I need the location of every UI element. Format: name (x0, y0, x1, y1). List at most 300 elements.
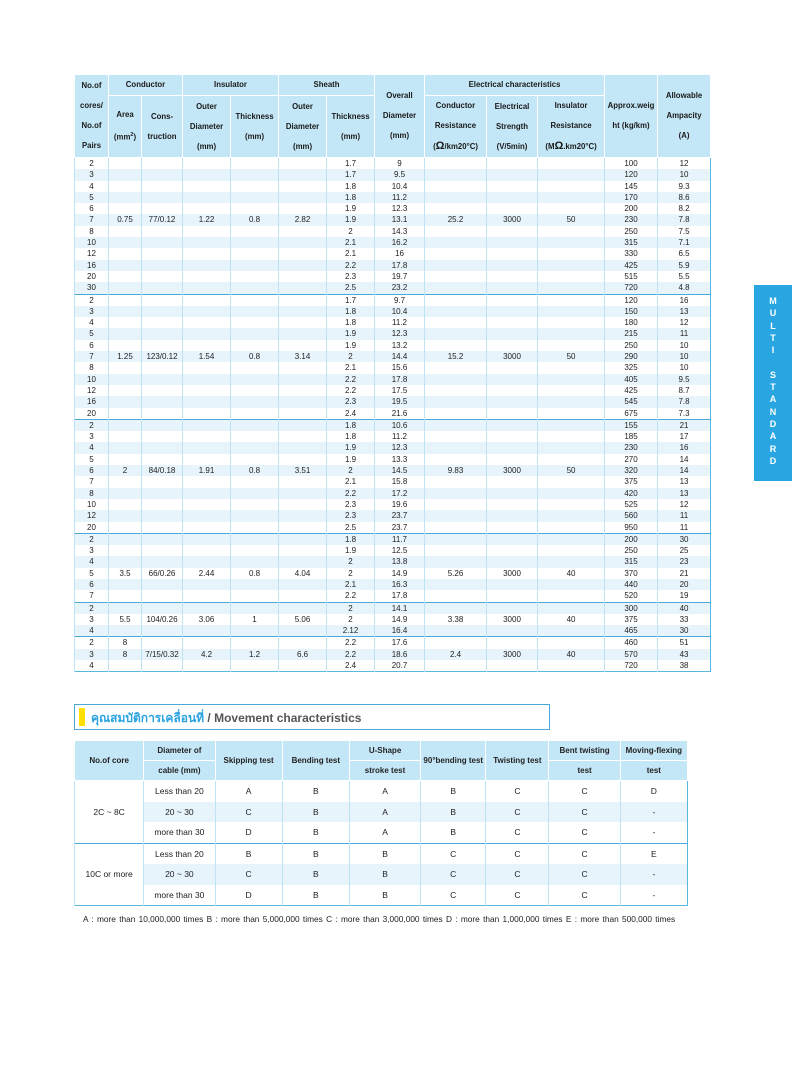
cell-overall-diameter: 14.9 (375, 568, 425, 579)
cell-ampacity: 10 (658, 340, 711, 351)
header-moving-flexing-sub: test (620, 761, 687, 781)
cell-weight: 465 (605, 625, 658, 637)
cell-ushape: A (349, 822, 420, 843)
spec-table-header (75, 75, 711, 158)
cell-area (109, 306, 142, 317)
cell-cond-resistance (425, 476, 487, 487)
cell-ampacity: 10 (658, 169, 711, 180)
cell-cond-resistance (425, 306, 487, 317)
cell-construction (142, 476, 183, 487)
table-row (75, 192, 711, 203)
header-core: No.of core (75, 741, 144, 781)
cell-cores: 5 (75, 328, 109, 339)
cell-weight: 720 (605, 660, 658, 672)
cell-elec-strength (487, 385, 538, 396)
cell-weight: 320 (605, 465, 658, 476)
cell-ins-outer (183, 510, 231, 521)
cell-weight: 950 (605, 522, 658, 534)
cell-ins-thickness (231, 499, 279, 510)
cell-elec-strength (487, 408, 538, 420)
header-text: (mm (113, 132, 131, 142)
cell-ins-thickness (231, 431, 279, 442)
cell-weight: 420 (605, 488, 658, 499)
side-tab-letter: A (769, 431, 777, 442)
cell-weight: 315 (605, 556, 658, 567)
cell-sh-thickness: 2.1 (327, 362, 375, 373)
cell-sh-thickness: 2.2 (327, 260, 375, 271)
header-ushape-sub: stroke test (349, 761, 420, 781)
ohm-symbol: Ω (554, 140, 564, 152)
cell-area (109, 385, 142, 396)
cell-ampacity: 6.5 (658, 248, 711, 259)
cell-cores: 6 (75, 203, 109, 214)
cell-sh-thickness: 2.1 (327, 237, 375, 248)
cell-overall-diameter: 16 (375, 248, 425, 259)
cell-weight: 440 (605, 579, 658, 590)
cell-elec-strength (487, 660, 538, 672)
header-text: cores/ (80, 101, 103, 110)
cell-sh-outer: 4.04 (279, 568, 327, 579)
cell-elec-strength (487, 510, 538, 521)
cell-ins-outer (183, 522, 231, 534)
side-tab-letter: T (770, 332, 776, 343)
cell-cores: 20 (75, 408, 109, 420)
cell-ins-resistance (538, 226, 605, 237)
cell-ampacity: 11 (658, 328, 711, 339)
cell-ins-thickness: 0.8 (231, 214, 279, 225)
cell-construction (142, 579, 183, 590)
cell-sh-outer (279, 590, 327, 602)
cell-weight: 120 (605, 294, 658, 306)
cell-area (109, 419, 142, 431)
cell-ampacity: 23 (658, 556, 711, 567)
cell-sh-thickness: 2.2 (327, 488, 375, 499)
cell-sh-outer (279, 533, 327, 545)
cell-cores: 7 (75, 351, 109, 362)
cell-sh-thickness: 2.4 (327, 408, 375, 420)
cell-overall-diameter: 10.4 (375, 306, 425, 317)
cell-cores: 4 (75, 442, 109, 453)
cell-elec-strength (487, 294, 538, 306)
cell-ins-outer (183, 294, 231, 306)
cell-cores: 3 (75, 431, 109, 442)
header-text: Diameter (382, 111, 417, 120)
cell-bending: B (282, 885, 349, 906)
cell-cores: 4 (75, 556, 109, 567)
cell-moving-flexing: E (620, 843, 687, 864)
cell-cores: 4 (75, 317, 109, 328)
cell-ins-thickness (231, 408, 279, 420)
header-text (109, 125, 141, 148)
cell-sh-outer (279, 545, 327, 556)
cell-weight: 290 (605, 351, 658, 362)
cell-ins-thickness (231, 533, 279, 545)
cell-bent-twisting: C (549, 843, 620, 864)
cell-ins-resistance (538, 396, 605, 407)
header-text: (M (545, 142, 555, 151)
cell-area (109, 579, 142, 590)
cell-sh-outer (279, 271, 327, 282)
cell-area (109, 362, 142, 373)
header-skipping: Skipping test (215, 741, 282, 781)
cell-ins-thickness (231, 237, 279, 248)
cell-weight: 145 (605, 181, 658, 192)
table-row (75, 226, 711, 237)
cell-elec-strength (487, 306, 538, 317)
cell-ins-resistance (538, 660, 605, 672)
cell-ins-thickness (231, 637, 279, 649)
header-overall (375, 75, 425, 158)
cell-ampacity: 12 (658, 317, 711, 328)
table-row (75, 260, 711, 271)
header-sheath: Sheath (279, 75, 375, 96)
cell-cond-resistance (425, 362, 487, 373)
cell-cond-resistance (425, 499, 487, 510)
cell-ins-thickness (231, 203, 279, 214)
cell-sh-thickness: 2 (327, 351, 375, 362)
cell-weight: 250 (605, 545, 658, 556)
cell-weight: 460 (605, 637, 658, 649)
cell-construction (142, 637, 183, 649)
cell-sh-outer (279, 454, 327, 465)
cell-ampacity: 7.1 (658, 237, 711, 248)
cell-ins-thickness (231, 226, 279, 237)
cell-sh-thickness: 2 (327, 556, 375, 567)
cell-sh-thickness: 1.9 (327, 442, 375, 453)
cell-ins-outer (183, 476, 231, 487)
cell-sh-outer (279, 522, 327, 534)
cell-sh-outer (279, 396, 327, 407)
cell-bend90: C (421, 885, 486, 906)
cell-sh-outer (279, 362, 327, 373)
cell-ins-resistance: 40 (538, 568, 605, 579)
cell-construction (142, 362, 183, 373)
cell-ins-thickness (231, 454, 279, 465)
cell-weight: 515 (605, 271, 658, 282)
header-text: Thickness (235, 111, 274, 121)
cell-area (109, 510, 142, 521)
header-bending: Bending test (282, 741, 349, 781)
cell-sh-thickness: 2.4 (327, 660, 375, 672)
cell-ins-outer (183, 317, 231, 328)
cell-ins-resistance (538, 248, 605, 259)
cell-ins-resistance (538, 499, 605, 510)
table-row (75, 351, 711, 362)
cell-ampacity: 13 (658, 306, 711, 317)
cell-ins-outer (183, 158, 231, 170)
cell-sh-thickness: 2.3 (327, 510, 375, 521)
cell-construction (142, 237, 183, 248)
cell-weight: 230 (605, 214, 658, 225)
cell-construction: 7/15/0.32 (142, 649, 183, 660)
cell-cores: 10 (75, 499, 109, 510)
cell-elec-strength (487, 637, 538, 649)
section-title (91, 709, 361, 728)
cell-twisting: C (486, 802, 549, 823)
cell-ins-resistance: 50 (538, 351, 605, 362)
cell-skipping: A (215, 781, 282, 802)
header-sh-thick (327, 96, 375, 158)
cell-ampacity: 5.5 (658, 271, 711, 282)
cell-construction (142, 203, 183, 214)
title-thai: คุณสมบัติการเคลื่อนที่ (91, 711, 205, 725)
cell-overall-diameter: 13.1 (375, 214, 425, 225)
table-row (75, 510, 711, 521)
cell-sh-thickness: 2.2 (327, 649, 375, 660)
cell-cond-resistance (425, 545, 487, 556)
table-row (75, 214, 711, 225)
cell-construction (142, 454, 183, 465)
cell-cond-resistance (425, 602, 487, 614)
cell-weight: 200 (605, 203, 658, 214)
cell-sh-thickness: 2 (327, 465, 375, 476)
cell-elec-strength (487, 476, 538, 487)
cell-area (109, 499, 142, 510)
header-twisting: Twisting test (486, 741, 549, 781)
table-row (75, 442, 711, 453)
cell-diameter: Less than 20 (144, 781, 215, 802)
cell-ins-outer (183, 226, 231, 237)
cell-overall-diameter: 12.5 (375, 545, 425, 556)
cell-area: 3.5 (109, 568, 142, 579)
side-tab-letter (754, 356, 792, 368)
cell-ins-thickness (231, 181, 279, 192)
cell-skipping: D (215, 885, 282, 906)
cell-overall-diameter: 16.3 (375, 579, 425, 590)
cell-ins-thickness (231, 340, 279, 351)
cell-weight: 375 (605, 614, 658, 625)
table-row (75, 499, 711, 510)
cell-cond-resistance (425, 385, 487, 396)
cell-bent-twisting: C (549, 864, 620, 885)
cell-cores: 8 (75, 226, 109, 237)
cell-construction (142, 396, 183, 407)
cell-sh-thickness: 2.5 (327, 522, 375, 534)
cell-area (109, 374, 142, 385)
cell-overall-diameter: 23.7 (375, 510, 425, 521)
cell-bending: B (282, 781, 349, 802)
cell-overall-diameter: 19.6 (375, 499, 425, 510)
cell-ins-outer (183, 454, 231, 465)
cell-cores: 7 (75, 590, 109, 602)
cell-cores: 16 (75, 396, 109, 407)
header-ins-outer (183, 96, 231, 158)
cell-elec-strength (487, 158, 538, 170)
cell-overall-diameter: 13.8 (375, 556, 425, 567)
cell-cores: 7 (75, 214, 109, 225)
superscript: 2 (130, 132, 134, 139)
cell-cores: 2 (75, 419, 109, 431)
cell-ins-resistance (538, 419, 605, 431)
cell-cond-resistance (425, 158, 487, 170)
cell-sh-outer (279, 374, 327, 385)
cell-sh-outer (279, 192, 327, 203)
cell-cond-resistance (425, 510, 487, 521)
cell-ins-thickness (231, 625, 279, 637)
side-tab-letter: R (769, 443, 777, 454)
cell-cond-resistance (425, 431, 487, 442)
cell-sh-thickness: 1.8 (327, 192, 375, 203)
cell-ampacity: 12 (658, 499, 711, 510)
cell-ampacity: 14 (658, 465, 711, 476)
cell-ampacity: 33 (658, 614, 711, 625)
cell-construction: 104/0.26 (142, 614, 183, 625)
cell-overall-diameter: 14.3 (375, 226, 425, 237)
cell-construction (142, 226, 183, 237)
cell-skipping: C (215, 864, 282, 885)
cell-elec-strength (487, 362, 538, 373)
cell-ins-outer (183, 271, 231, 282)
cell-construction (142, 340, 183, 351)
cell-ins-thickness (231, 294, 279, 306)
side-tab-letters (754, 295, 792, 467)
cell-ins-resistance (538, 340, 605, 351)
cell-sh-thickness: 2.2 (327, 637, 375, 649)
cell-sh-thickness: 2.3 (327, 499, 375, 510)
cell-ins-resistance (538, 385, 605, 396)
header-text: /km20°C) (444, 142, 478, 151)
table-row (75, 158, 711, 170)
table-row (75, 203, 711, 214)
cell-ins-resistance (538, 602, 605, 614)
cell-weight: 120 (605, 169, 658, 180)
cell-bend90: B (421, 822, 486, 843)
cell-overall-diameter: 10.4 (375, 181, 425, 192)
cell-ins-outer (183, 282, 231, 294)
cell-area (109, 203, 142, 214)
cell-overall-diameter: 10.6 (375, 419, 425, 431)
cell-area (109, 248, 142, 259)
cell-ins-resistance (538, 181, 605, 192)
cell-ampacity: 9.3 (658, 181, 711, 192)
cell-construction (142, 408, 183, 420)
header-text: truction (147, 131, 177, 141)
cell-ins-outer (183, 203, 231, 214)
cell-ins-thickness: 1 (231, 614, 279, 625)
cell-overall-diameter: 12.3 (375, 203, 425, 214)
cell-area: 1.25 (109, 351, 142, 362)
header-text: Outer (196, 101, 217, 111)
cell-area: 5.5 (109, 614, 142, 625)
section-banner (74, 704, 550, 730)
cell-ampacity: 7.8 (658, 214, 711, 225)
cell-sh-outer (279, 442, 327, 453)
cell-ampacity: 8.6 (658, 192, 711, 203)
cell-overall-diameter: 12.3 (375, 328, 425, 339)
cell-bending: B (282, 802, 349, 823)
cell-ins-thickness (231, 510, 279, 521)
cell-ins-thickness (231, 660, 279, 672)
cell-construction (142, 533, 183, 545)
cell-cond-resistance (425, 226, 487, 237)
cell-cores: 6 (75, 465, 109, 476)
cell-construction (142, 419, 183, 431)
cell-ins-outer (183, 442, 231, 453)
cell-sh-outer (279, 625, 327, 637)
cell-ins-resistance (538, 271, 605, 282)
cell-cores: 20 (75, 522, 109, 534)
cell-ins-outer (183, 181, 231, 192)
cell-ins-thickness: 0.8 (231, 568, 279, 579)
cell-construction (142, 442, 183, 453)
cell-ins-resistance (538, 408, 605, 420)
header-text: Insulator (554, 101, 588, 110)
side-tab-letter: A (769, 394, 777, 405)
cell-weight: 545 (605, 396, 658, 407)
cell-twisting: C (486, 864, 549, 885)
table-row (75, 248, 711, 259)
cell-ampacity: 25 (658, 545, 711, 556)
cell-elec-strength (487, 396, 538, 407)
cell-elec-strength (487, 499, 538, 510)
header-text: ) (133, 132, 137, 142)
cell-ins-outer: 1.22 (183, 214, 231, 225)
cell-elec-strength (487, 271, 538, 282)
cell-ins-thickness (231, 306, 279, 317)
cell-elec-strength (487, 602, 538, 614)
cell-elec-strength (487, 488, 538, 499)
cell-twisting: C (486, 822, 549, 843)
cell-elec-strength: 3000 (487, 568, 538, 579)
cell-cond-resistance (425, 260, 487, 271)
table-row (75, 465, 711, 476)
cell-ins-thickness (231, 442, 279, 453)
cell-construction (142, 192, 183, 203)
cell-cond-resistance: 3.38 (425, 614, 487, 625)
side-tab-letter: T (770, 382, 776, 393)
header-text: Area (116, 110, 134, 120)
cell-elec-strength (487, 419, 538, 431)
cell-ins-thickness (231, 328, 279, 339)
cell-sh-outer (279, 317, 327, 328)
cell-sh-outer (279, 556, 327, 567)
cell-ins-resistance (538, 556, 605, 567)
cell-ins-resistance (538, 317, 605, 328)
table-row (75, 340, 711, 351)
spec-table-body (75, 158, 711, 672)
cell-weight: 525 (605, 499, 658, 510)
cell-ampacity: 43 (658, 649, 711, 660)
cell-cores: 16 (75, 260, 109, 271)
cell-ampacity: 10 (658, 351, 711, 362)
cell-ins-thickness: 1.2 (231, 649, 279, 660)
cell-elec-strength (487, 169, 538, 180)
cell-weight: 425 (605, 260, 658, 271)
cell-bent-twisting: C (549, 885, 620, 906)
cell-sh-outer (279, 637, 327, 649)
side-tab-letter: M (769, 296, 777, 306)
cell-ampacity: 40 (658, 602, 711, 614)
table-row (75, 454, 711, 465)
cell-cond-resistance (425, 169, 487, 180)
cell-ins-thickness (231, 579, 279, 590)
cell-ins-outer (183, 169, 231, 180)
cell-cond-resistance (425, 192, 487, 203)
cell-sh-outer (279, 260, 327, 271)
cell-cond-resistance (425, 340, 487, 351)
table-row (75, 614, 711, 625)
cell-sh-thickness: 2.1 (327, 579, 375, 590)
cell-overall-diameter: 19.5 (375, 396, 425, 407)
cell-overall-diameter: 16.2 (375, 237, 425, 248)
cell-overall-diameter: 9 (375, 158, 425, 170)
cell-sh-outer (279, 579, 327, 590)
cell-sh-thickness: 2.2 (327, 385, 375, 396)
cell-weight: 250 (605, 226, 658, 237)
cell-ins-resistance (538, 476, 605, 487)
cell-cond-resistance (425, 590, 487, 602)
header-text: ht (kg/km) (612, 121, 650, 130)
